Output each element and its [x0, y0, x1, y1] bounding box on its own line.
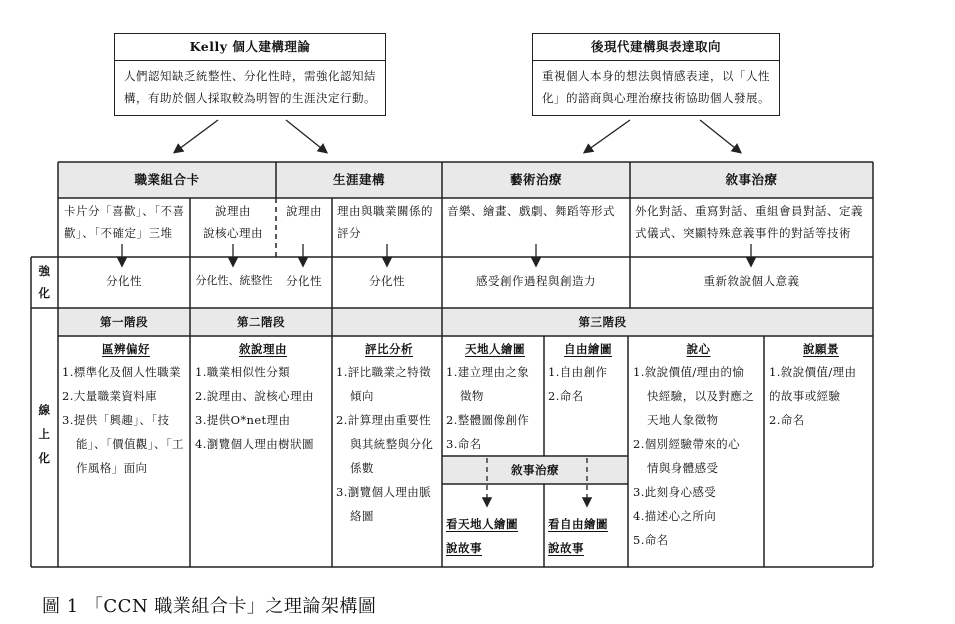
story-free-drawing: [548, 512, 628, 560]
kelly-theory-title: Kelly 個人建構理論: [115, 34, 385, 61]
figure-caption: 圖 1 「CCN 職業組合卡」之理論架構圖: [42, 596, 377, 617]
list-item: 1.自由創作: [548, 365, 608, 379]
method-reason-mid: 說理由: [286, 204, 322, 218]
cell-speak-heart: [633, 338, 764, 552]
method-reason: [190, 200, 276, 244]
list-item: 作風格」面向: [76, 461, 148, 475]
list-item: 3.命名: [446, 437, 482, 451]
list-item: 5.命名: [633, 533, 669, 547]
narrative-therapy-inner: 敘事治療: [511, 463, 559, 477]
reinforce-differentiation-3: 分化性: [369, 274, 405, 288]
list-item: 1.標準化及個人性職業: [62, 365, 181, 379]
reinforce-diff-integration: 分化性、統整性: [195, 274, 273, 287]
story-free-drawing-l2: 說故事: [548, 541, 584, 555]
cell-speak-vision-title: 說願景: [803, 342, 839, 356]
col-narrative-therapy: 敘事治療: [725, 172, 778, 187]
method-card-sort: [64, 200, 188, 244]
reinforce-differentiation-1: 分化性: [106, 274, 142, 288]
list-item: 與其統整與分化: [350, 437, 434, 451]
cell-narrate-reasons: [195, 338, 331, 456]
cell-speak-heart-title: 說心: [686, 342, 711, 356]
cell-rating-analysis: [336, 338, 442, 528]
kelly-theory-desc-2: 構，有助於個人採取較為明智的生涯決定行動。: [124, 91, 376, 105]
list-item: 2.大量職業資料庫: [62, 389, 158, 403]
cell-preference: [62, 338, 190, 480]
list-item: 2.命名: [548, 389, 584, 403]
method-relation-l2: 評分: [337, 226, 361, 240]
kelly-theory-desc-1: 人們認知缺乏統整性、分化性時，需強化認知結: [124, 69, 376, 83]
cell-free-drawing: [548, 338, 628, 408]
list-item: 3.此刻身心感受: [633, 485, 717, 499]
list-item: 快經驗，以及對應之: [647, 389, 755, 403]
stage-3: 第三階段: [578, 315, 627, 329]
cell-narrate-reasons-title: 敘說理由: [239, 342, 287, 356]
list-item: 1.職業相似性分類: [195, 365, 291, 379]
row-label-online-2: 上: [38, 427, 51, 441]
list-item: 4.描述心之所向: [633, 509, 717, 523]
reinforce-differentiation-2: 分化性: [286, 274, 322, 288]
method-card-sort-l2: 歡」、「不確定」三堆: [64, 226, 173, 240]
method-card-sort-l1: 卡片分「喜歡」、「不喜: [64, 204, 185, 218]
row-label-reinforce-2: 化: [38, 286, 51, 300]
list-item: 1.敘說價值/理由: [769, 365, 857, 379]
story-heaven-earth: [446, 512, 544, 560]
cell-heaven-earth-title: 天地人繪圖: [465, 342, 525, 356]
method-art-forms: 音樂、繪畫、戲劇、舞蹈等形式: [447, 204, 615, 218]
cell-speak-vision: [769, 338, 873, 432]
list-item: 情與身體感受: [647, 461, 719, 475]
row-label-online-3: 化: [38, 451, 51, 465]
row-label-online: [31, 398, 58, 470]
method-narrative-l1: 外化對話、重寫對話、重組會員對話、定義: [635, 204, 863, 218]
story-heaven-earth-l2: 說故事: [446, 541, 482, 555]
list-item: 3.瀏覽個人理由脈: [336, 485, 432, 499]
list-item: 天地人象徵物: [647, 413, 719, 427]
list-item: 3.提供O*net理由: [195, 413, 291, 427]
row-label-reinforce: [31, 260, 58, 304]
postmodern-desc-2: 化」的諮商與心理治療技術協助個人發展。: [542, 91, 770, 105]
list-item: 1.評比職業之特徵: [336, 365, 432, 379]
list-item: 傾向: [350, 389, 374, 403]
method-relation-l1: 理由與職業關係的: [337, 204, 433, 218]
postmodern-title: 後現代建構與表達取向: [533, 34, 779, 61]
cell-preference-title: 區辨偏好: [102, 342, 150, 356]
row-label-online-1: 線: [38, 403, 51, 417]
reinforce-creative: 感受創作過程與創造力: [476, 274, 596, 288]
list-item: 2.個別經驗帶來的心: [633, 437, 740, 451]
method-narrative: [635, 200, 872, 244]
list-item: 2.說理由、說核心理由: [195, 389, 314, 403]
cell-free-drawing-title: 自由繪圖: [564, 342, 612, 356]
list-item: 絡圖: [350, 509, 374, 523]
method-reason-l2: 說核心理由: [203, 226, 263, 240]
stage-2: 第二階段: [237, 315, 285, 329]
method-relation: [337, 200, 441, 244]
list-item: 能」、「價值觀」、「工: [76, 437, 184, 451]
cell-heaven-earth-drawing: [446, 338, 544, 456]
method-narrative-l2: 式儀式、突顯特殊意義事件的對話等技術: [635, 226, 851, 240]
postmodern-desc-1: 重視個人本身的想法與情感表達，以「人性: [542, 69, 770, 83]
row-label-reinforce-1: 強: [38, 264, 51, 278]
col-art-therapy: 藝術治療: [509, 172, 562, 187]
method-reason-l1: 說理由: [215, 204, 251, 218]
story-heaven-earth-l1: 看天地人繪圖: [446, 517, 518, 531]
list-item: 1.建立理由之象: [446, 365, 530, 379]
list-item: 3.提供「興趣」、「技: [62, 413, 170, 427]
col-career-cards: 職業組合卡: [134, 172, 200, 187]
col-career-construct: 生涯建構: [332, 172, 385, 187]
list-item: 2.命名: [769, 413, 805, 427]
list-item: 2.整體圖像創作: [446, 413, 530, 427]
list-item: 的故事或經驗: [769, 389, 841, 403]
list-item: 4.瀏覽個人理由樹狀圖: [195, 437, 314, 451]
cell-rating-analysis-title: 評比分析: [365, 342, 413, 356]
list-item: 2.計算理由重要性: [336, 413, 432, 427]
story-free-drawing-l1: 看自由繪圖: [548, 517, 608, 531]
list-item: 徵物: [460, 389, 484, 403]
reinforce-reauthor: 重新敘說個人意義: [703, 274, 800, 288]
list-item: 係數: [350, 461, 374, 475]
list-item: 1.敘說價值/理由的愉: [633, 365, 745, 379]
stage-1: 第一階段: [100, 315, 148, 329]
